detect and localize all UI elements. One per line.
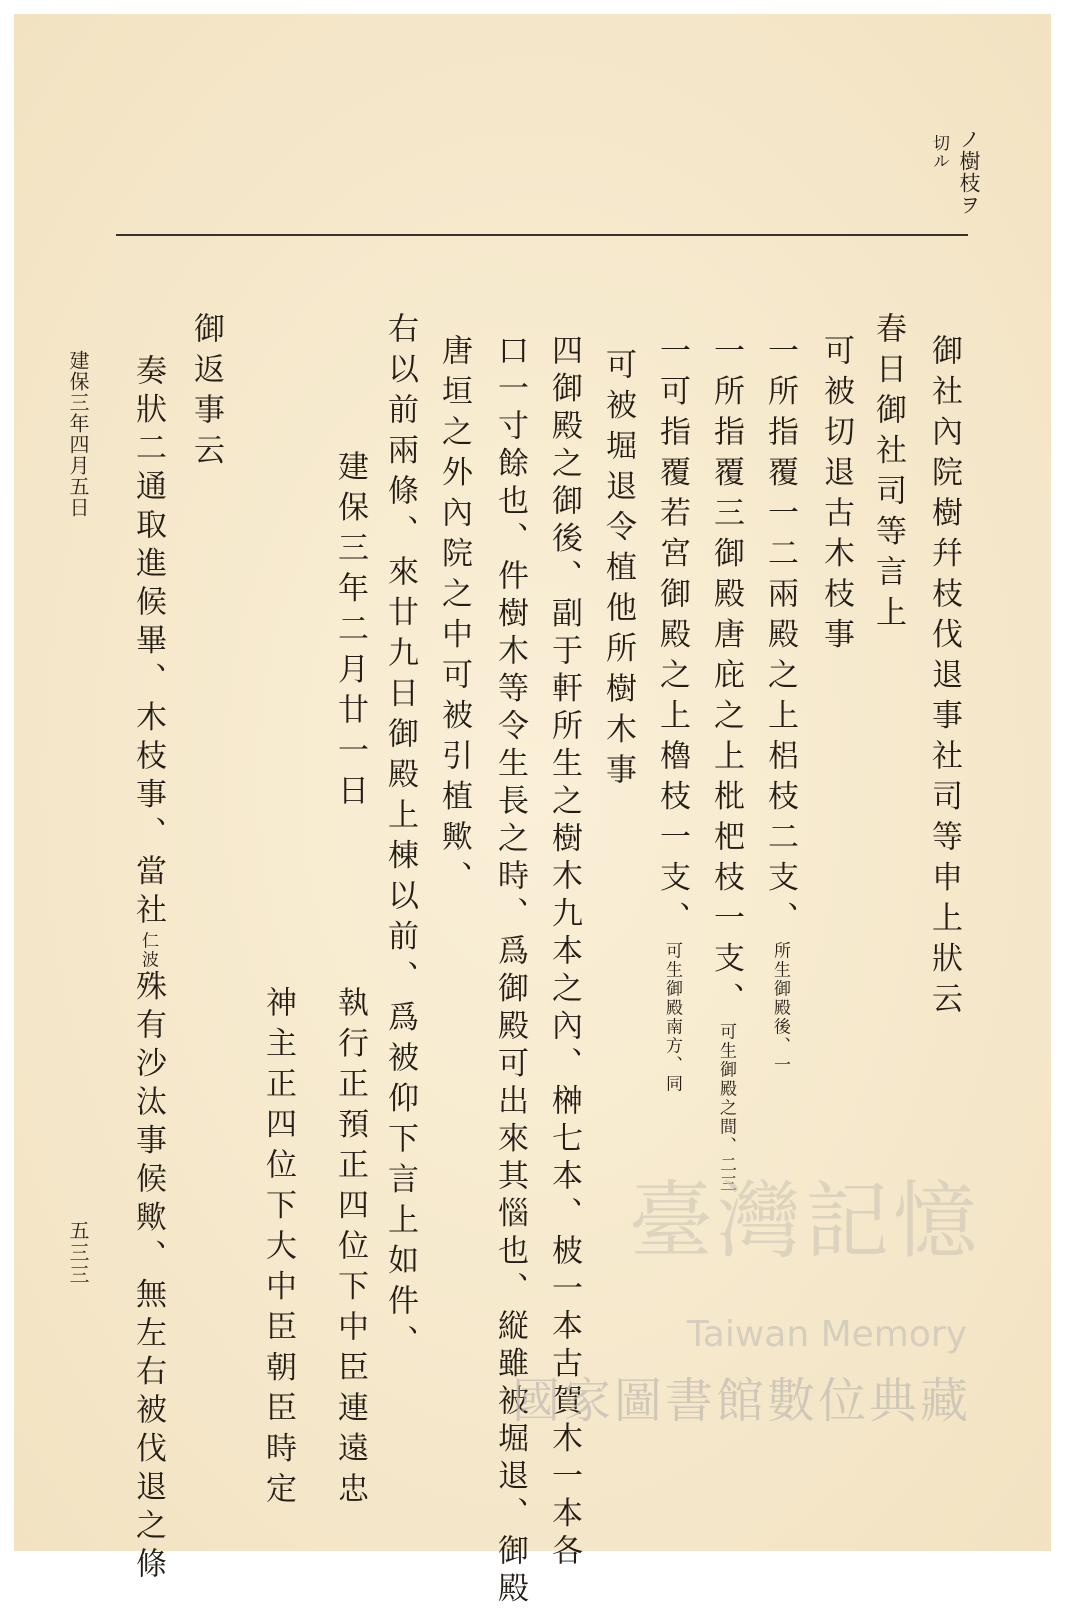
page-number: 五三三 [66,1220,90,1286]
footer-date: 建保三年四月五日 [66,350,90,518]
text-column-4: 一所指覆一二兩殿之上梠枝二支、所生御殿後、一 [762,334,798,1075]
watermark-title: 臺灣記憶 [628,1172,981,1270]
text-column-13: 執行正預正四位下中臣連遠忠 [332,986,368,1513]
text-column-6: 一可指覆若宮御殿之上櫓枝一支、可生御殿南方、同 [654,334,690,1094]
text-column-2: 春日御社司等言上 [870,312,906,636]
watermark-org: 國家圖書館數位典藏 [511,1373,971,1429]
text-column-12: 建保三年二月廿一日 [332,450,368,815]
text-column-9: 口一寸餘也、件樹木等令生長之時、爲御殿可出來其惱也、縦雖被堀退、御殿 [492,334,528,1609]
text-column-15: 御返事云 [188,312,224,474]
text-column-7: 可被堀退令植他所樹木事 [600,348,636,794]
margin-note-line-2: 切ル [929,134,949,170]
text-column-14: 神主正四位下大中臣朝臣時定 [260,986,296,1513]
text-column-1: 御社內院樹幷枝伐退事社司等申上狀云 [926,334,962,1023]
document-page [14,14,1051,1609]
text-column-11: 右以前兩條、來廿九日御殿上棟以前、爲被仰下言上如件、 [382,312,418,1365]
watermark-subtitle: Taiwan Memory [686,1314,967,1355]
text-column-5: 一所指覆三御殿唐庇之上枇杷枝一支、可生御殿之間、二三 [708,334,744,1194]
text-column-3: 可被切退古木枝事 [818,334,854,658]
text-column-8: 四御殿之御後、副于軒所生之樹木九本之內、榊七本、柀一本古賀木一本各 [546,334,582,1572]
text-column-16: 奏狀二通取進候畢、木枝事、當社仁波殊有沙汰事候歟、無左右被伐退之條 [130,354,166,1586]
margin-note-line-1: ノ樹枝ヲ [957,128,981,216]
header-rule [116,234,968,236]
text-column-10: 唐垣之外內院之中可被引植歟、 [436,334,472,901]
